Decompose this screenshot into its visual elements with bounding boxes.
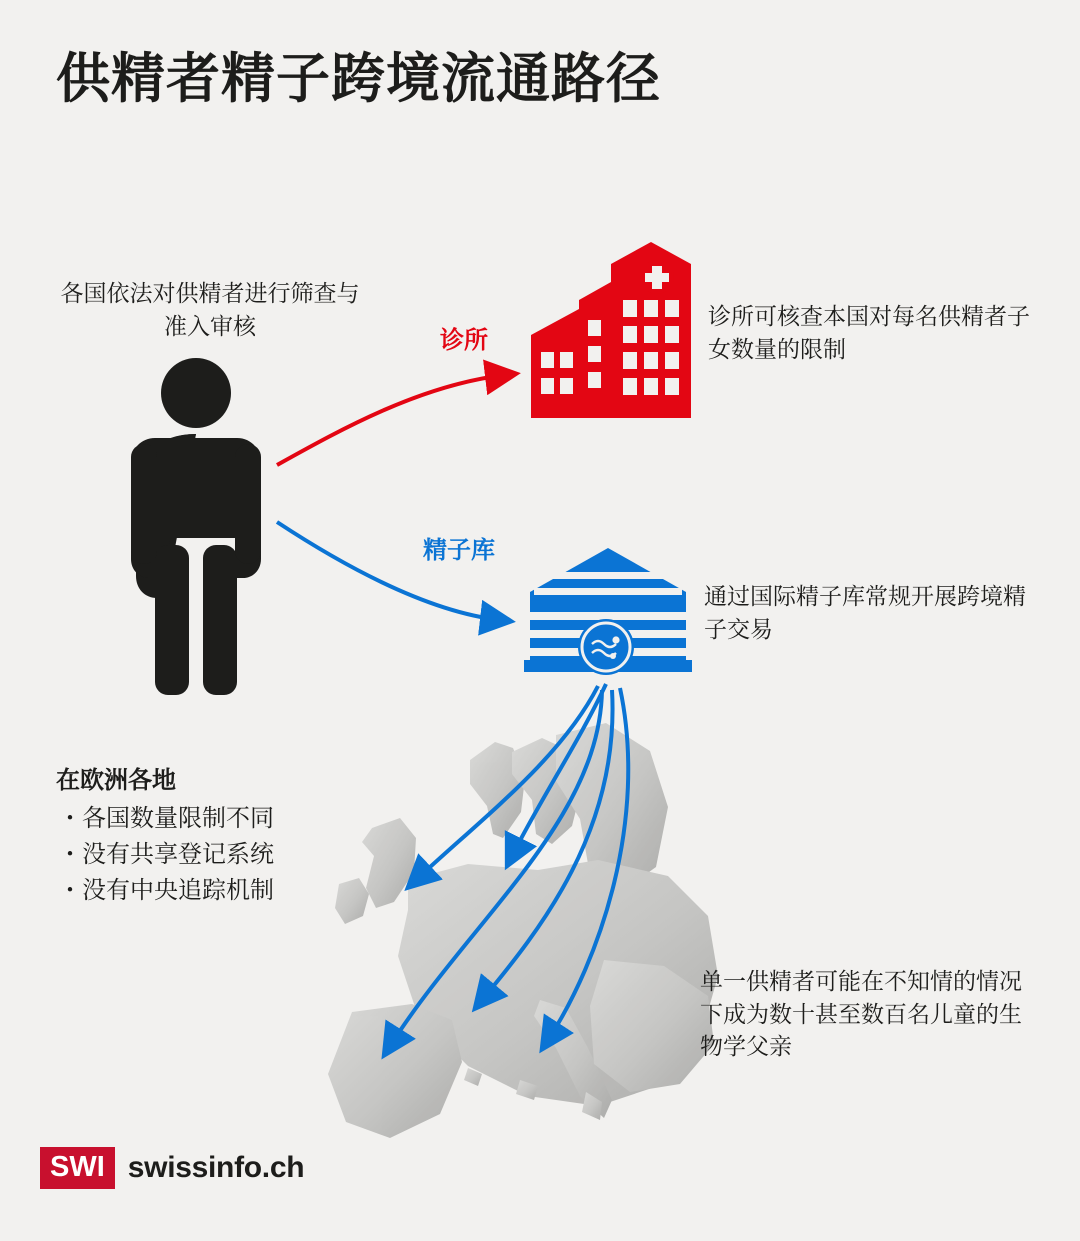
- arrow-bank-to-iberia: [390, 690, 602, 1046]
- europe-facts-list: [56, 801, 386, 909]
- logo-wordmark: swissinfo.ch: [127, 1151, 305, 1184]
- europe-facts-heading: 在欧洲各地: [56, 767, 176, 794]
- arrow-label-clinic: 诊所: [440, 327, 488, 354]
- logo-mark: SWI: [40, 1147, 115, 1189]
- swissinfo-logo: [40, 1147, 304, 1189]
- list-item: ・ 各国数量限制不同: [56, 801, 386, 837]
- arrow-label-bank: 精子库: [423, 537, 495, 564]
- arrow-donor-to-clinic: [277, 375, 505, 465]
- bank-description: 通过国际精子库常规开展跨境精子交易: [704, 583, 1026, 642]
- list-item: ・ 没有中央追踪机制: [56, 873, 386, 909]
- donor-description: 各国依法对供精者进行筛查与准入审核: [60, 280, 360, 339]
- europe-facts-block: [56, 760, 386, 909]
- outcome-description: 单一供精者可能在不知情的情况下成为数十甚至数百名儿童的生物学父亲: [700, 968, 1022, 1060]
- clinic-description: 诊所可核查本国对每名供精者子女数量的限制: [708, 303, 1030, 362]
- arrow-bank-to-uk: [416, 686, 598, 880]
- page-title: 供精者精子跨境流通路径: [56, 49, 661, 109]
- list-item: ・ 没有共享登记系统: [56, 837, 386, 873]
